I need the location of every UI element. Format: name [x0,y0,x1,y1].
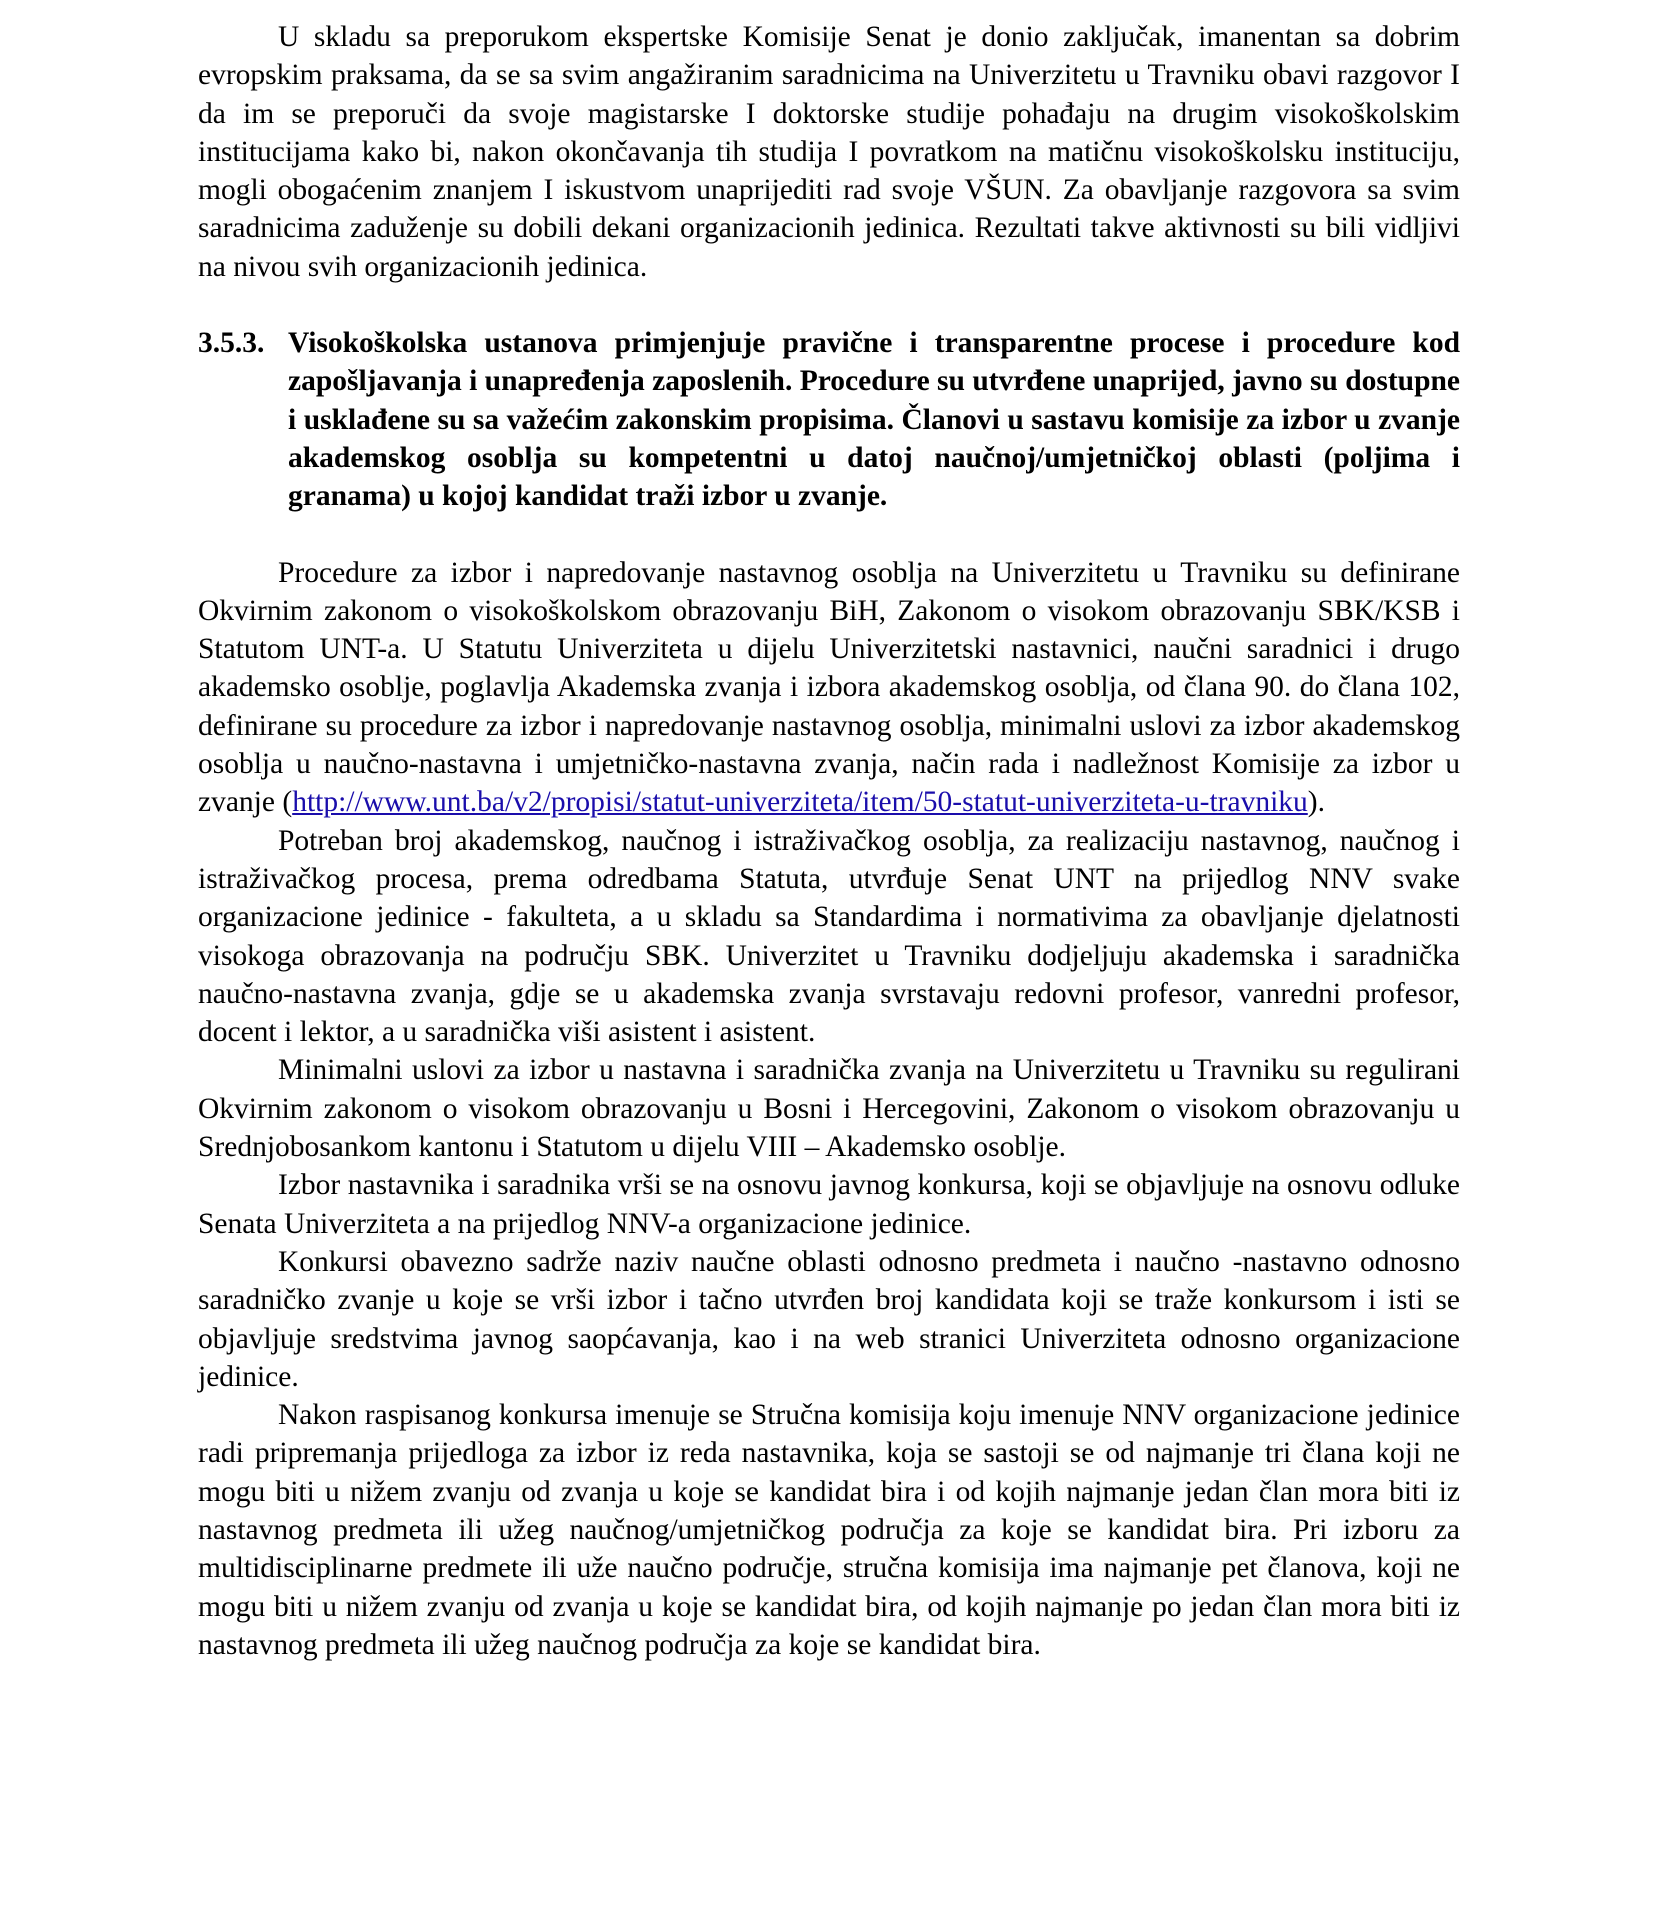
paragraph-competition-content: Konkursi obavezno sadrže naziv naučne oblasti odnosno predmeta i naučno -nastavno odnosno saradničko zvanje u koje se vrši izbor i tačno utvrđen broj kandidata koji se traže konkursom i isti se objavljuje sredstvima javnog saopćavanja, kao i na web stranici Univerziteta odnosno organizacione jedinice. [198,1245,1460,1393]
paragraph-public-competition: Izbor nastavnika i saradnika vrši se na osnovu javnog konkursa, koji se objavljuje na osnovu odluke Senata Univerziteta a na prijedlog NNV-a organizacione jedinice. [198,1169,1460,1240]
section-number: 3.5.3. [198,327,265,360]
document-page [198,18,1460,1664]
paragraph-senate-conclusion: U skladu sa preporukom ekspertske Komisije Senat je donio zaključak, imanentan sa dobrim evropskim praksama, da se sa svim angažiranim saradnicima na Univerzitetu u Travniku obavi razgovor I da im se preporuči da svoje magistarske I doktorske studije pohađaju na drugim visokoškolskim institucijama kako bi, nakon okončavanja tih studija I povratkom na matičnu visokoškolsku instituciju, mogli obogaćenim znanjem I iskustvom unaprijediti rad svoje VŠUN. Za obavljanje razgovora sa svim saradnicima zaduženje su dobili dekani organizacionih jedinica. Rezultati takve aktivnosti su bili vidljivi na nivou svih organizacionih jedinica. [198,21,1460,283]
section-heading-text: Visokoškolska ustanova primjenjuje pravične i transparentne procese i procedure kod zapošljavanja i unapređenja zaposlenih. Procedure su utvrđene unaprijed, javno su dostupne i usklađene su sa važećim zakonskim propisima. Članovi u sastavu komisije za izbor u zvanje akademskog osoblja su kompetentni u datoj naučnoj/umjetničkoj oblasti (poljima i granama) u kojoj kandidat traži izbor u zvanje. [288,327,1460,513]
paragraph-expert-commission: Nakon raspisanog konkursa imenuje se Stručna komisija koju imenuje NNV organizacione jedinice radi pripremanja prijedloga za izbor iz reda nastavnika, koja se sastoji se od najmanje tri člana koji ne mogu biti u nižem zvanju od zvanja u koje se kandidat bira i od kojih najmanje jedan član mora biti iz nastavnog predmeta ili užeg naučnog/umjetničkog područja za koje se kandidat bira. Pri izboru za multidisciplinarne predmete ili uže naučno područje, stručna komisija ima najmanje pet članova, koji ne mogu biti u nižem zvanju od zvanja u koje se kandidat bira, od kojih najmanje po jedan član mora biti iz nastavnog predmeta ili užeg naučnog područja za koje se kandidat bira. [198,1399,1460,1661]
paragraph-procedures-end: ). [1307,786,1325,819]
statute-link[interactable]: http://www.unt.ba/v2/propisi/statut-univerziteta/item/50-statut-univerziteta-u-travniku [292,786,1308,819]
section-heading [198,324,1460,515]
paragraph-minimum-conditions: Minimalni uslovi za izbor u nastavna i saradnička zvanja na Univerzitetu u Travniku su regulirani Okvirnim zakonom o visokom obrazovanju u Bosni i Hercegovini, Zakonom o visokom obrazovanju u Srednjobosankom kantonu i Statutom u dijelu VIII – Akademsko osoblje. [198,1054,1460,1164]
paragraph-procedures [198,554,1460,822]
paragraph-procedures-text: Procedure za izbor i napredovanje nastavnog osoblja na Univerzitetu u Travniku su definirane Okvirnim zakonom o visokoškolskom obrazovanju BiH, Zakonom o visokom obrazovanju SBK/KSB i Statutom UNT-a. U Statutu Univerziteta u dijelu Univerzitetski nastavnici, naučni saradnici i drugo akademsko osoblje, poglavlja Akademska zvanja i izbora akademskog osoblja, od člana 90. do člana 102, definirane su procedure za izbor i napredovanje nastavnog osoblja, minimalni uslovi za izbor akademskog osoblja u naučno-nastavna i umjetničko-nastavna zvanja, način rada i nadležnost Komisije za izbor u zvanje ( [198,556,1460,819]
paragraph-staff-numbers: Potreban broj akademskog, naučnog i istraživačkog osoblja, za realizaciju nastavnog, naučnog i istraživačkog procesa, prema odredbama Statuta, utvrđuje Senat UNT na prijedlog NNV svake organizacione jedinice - fakulteta, a u skladu sa Standardima i normativima za obavljanje djelatnosti visokoga obrazovanja na području SBK. Univerzitet u Travniku dodjeljuju akademska i saradnička naučno-nastavna zvanja, gdje se u akademska zvanja svrstavaju redovni profesor, vanredni profesor, docent i lektor, a u saradnička viši asistent i asistent. [198,824,1460,1049]
